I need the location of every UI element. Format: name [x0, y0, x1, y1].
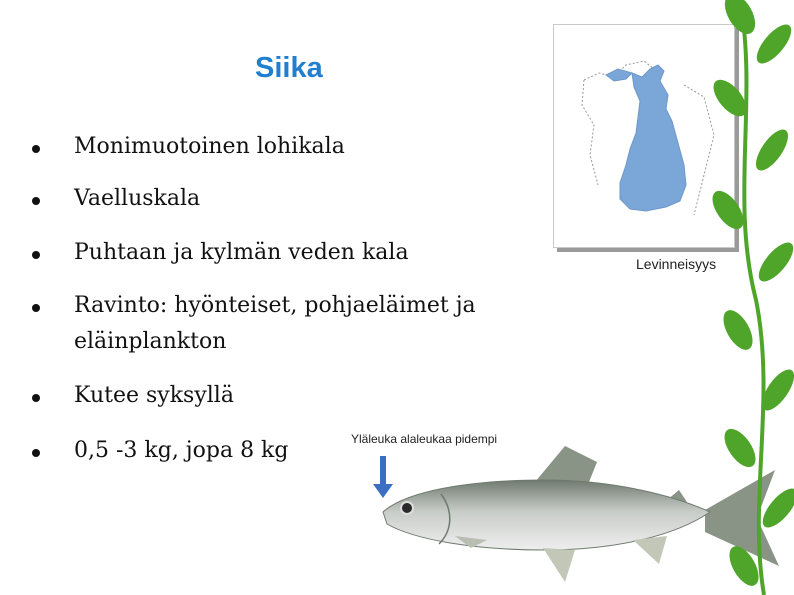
bullet-text: Monimuotoinen lohikala [74, 134, 345, 159]
bullet-item [38, 378, 518, 414]
bullet-dot-icon [32, 449, 40, 457]
map-caption: Levinneisyys [636, 256, 717, 272]
bullet-item [38, 288, 518, 360]
bullet-dot-icon [32, 304, 40, 312]
bullet-dot-icon [32, 145, 40, 153]
bullet-dot-icon [32, 251, 40, 259]
bullet-text: Kutee syksyllä [74, 383, 234, 408]
bullet-text: Puhtaan ja kylmän veden kala [74, 240, 409, 265]
bullet-item [38, 129, 518, 165]
bullet-text: Ravinto: hyönteiset, pohjaeläimet ja eläinplankton [74, 293, 476, 354]
range-area [620, 65, 686, 211]
bullet-dot-icon [32, 394, 40, 402]
bullet-text: Vaelluskala [74, 186, 201, 211]
bullet-text: 0,5 -3 kg, jopa 8 kg [74, 438, 289, 463]
bullet-dot-icon [32, 197, 40, 205]
slide-title: Siika [255, 52, 323, 84]
plant-decoration-icon [700, 0, 794, 595]
fish-annotation: Yläleuka alaleukaa pidempi [351, 432, 498, 446]
bullet-item [38, 181, 518, 217]
bullet-item [38, 235, 518, 271]
